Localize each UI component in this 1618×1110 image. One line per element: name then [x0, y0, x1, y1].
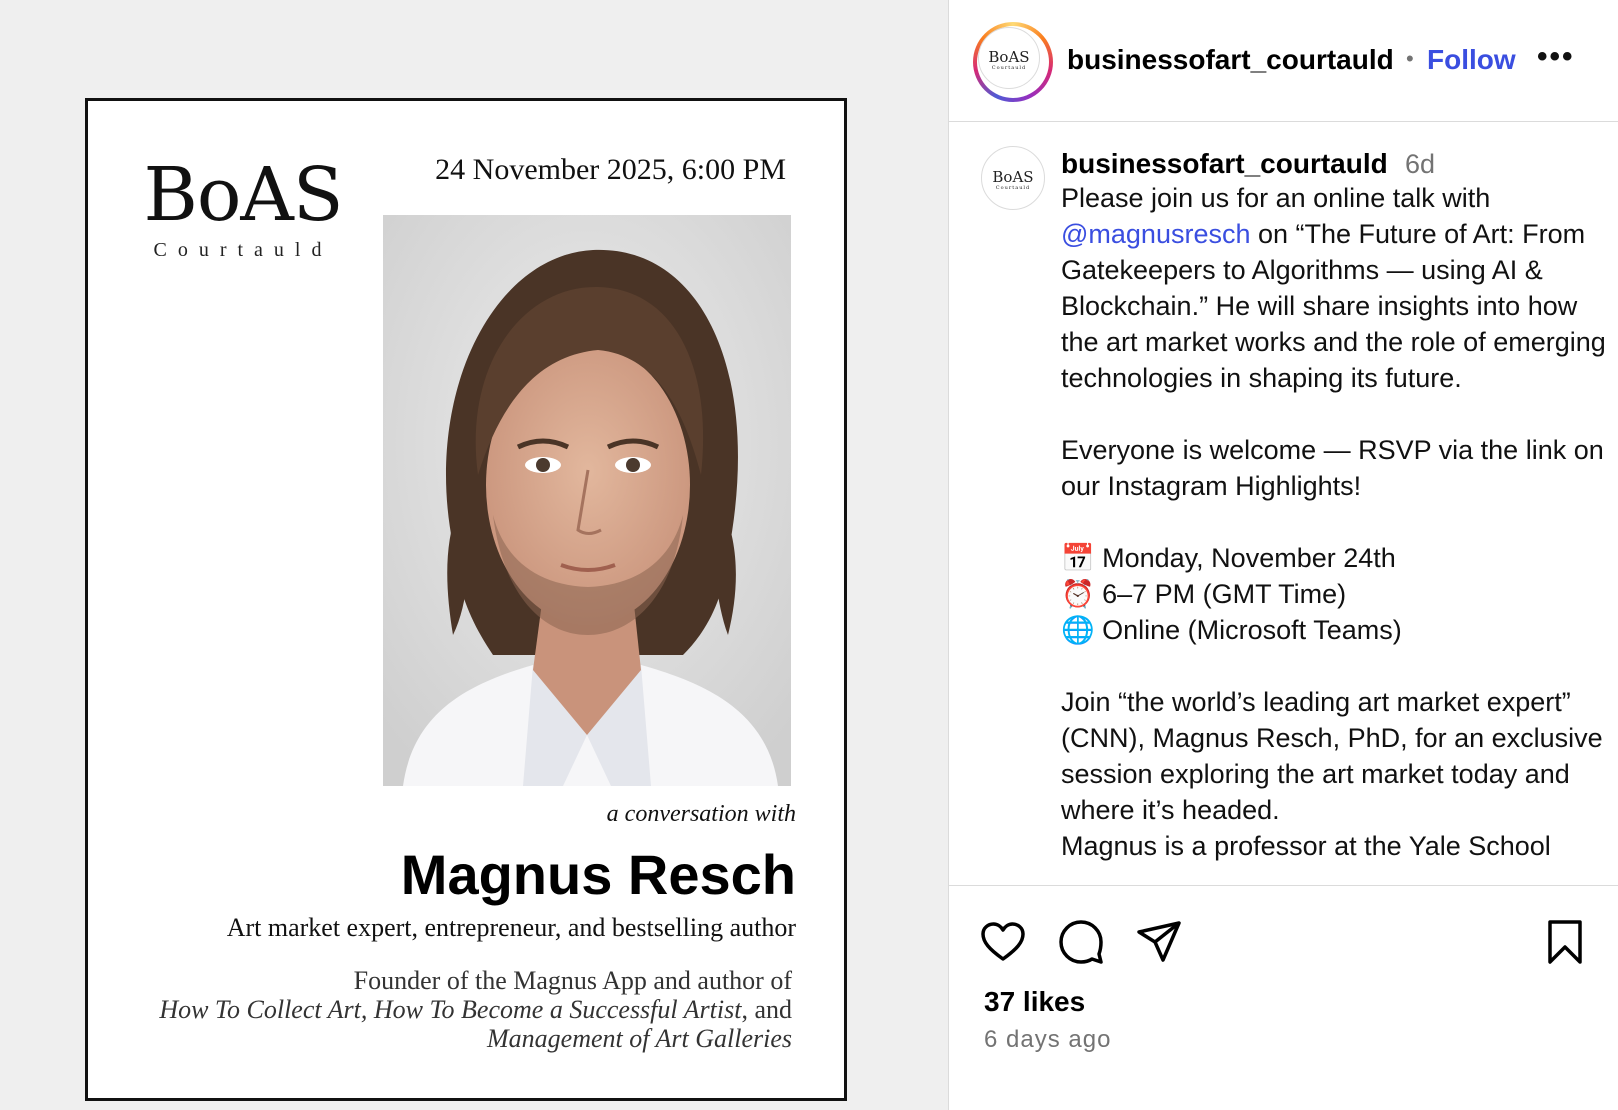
speaker-portrait	[383, 215, 791, 786]
caption-welcome: Everyone is welcome — RSVP via the link on our Instagram Highlights!	[1061, 435, 1612, 501]
caption-time-line: ⏰ 6–7 PM (GMT Time)	[1061, 579, 1347, 609]
post-side-panel	[948, 0, 1618, 1110]
caption-username[interactable]: businessofart_courtauld	[1061, 148, 1388, 179]
caption-avatar[interactable]	[981, 146, 1045, 210]
logo-main-text: BoAS	[143, 152, 343, 238]
bio-line-2	[159, 995, 792, 1024]
caption-date-line: 📅 Monday, November 24th	[1061, 543, 1396, 573]
caption-more: Magnus is a professor at the Yale School	[1061, 831, 1551, 861]
caption-intro-before: Please join us for an online talk with	[1061, 183, 1491, 213]
avatar-text: BoAS	[988, 48, 1030, 66]
caption-place-line: 🌐 Online (Microsoft Teams)	[1061, 615, 1402, 645]
caption-avatar-subtext: Courtauld	[995, 185, 1031, 191]
bio-line-3: Management of Art Galleries	[487, 1024, 792, 1053]
comment-icon[interactable]	[1057, 918, 1105, 966]
caption-join: Join “the world’s leading art market expert” (CNN), Magnus Resch, PhD, for an exclusive session exploring the art market today and where it’s headed.	[1061, 687, 1611, 825]
send-icon[interactable]	[1135, 918, 1183, 966]
avatar-subtext: Courtauld	[991, 65, 1027, 71]
caption-text	[1061, 180, 1614, 864]
event-poster[interactable]	[85, 98, 847, 1101]
speaker-name: Magnus Resch	[400, 843, 796, 906]
boas-logo	[143, 153, 343, 262]
follow-button[interactable]: Follow	[1427, 44, 1516, 75]
caption-section[interactable]	[949, 122, 1618, 886]
mention-link[interactable]: @magnusresch	[1061, 219, 1251, 249]
conversation-label: a conversation with	[606, 801, 796, 827]
caption-avatar-text: BoAS	[992, 168, 1034, 186]
more-options-icon[interactable]: •••	[1537, 40, 1575, 73]
bookmark-icon[interactable]	[1541, 918, 1589, 966]
bio-line-2-end: , and	[741, 995, 792, 1024]
story-avatar-ring[interactable]	[973, 22, 1053, 102]
post-header	[949, 0, 1618, 122]
bio-line-1: Founder of the Magnus App and author of	[353, 966, 792, 995]
likes-count[interactable]: 37 likes	[984, 986, 1086, 1017]
logo-sub-text: Courtauld	[153, 239, 333, 261]
caption-intro	[1061, 180, 1614, 396]
header-username[interactable]: businessofart_courtauld	[1067, 44, 1394, 75]
header-separator: •	[1406, 46, 1414, 71]
bio-books: How To Collect Art, How To Become a Successful Artist	[159, 995, 742, 1024]
caption-intro-after: on “The Future of Art: From Gatekeepers to Algorithms — using AI & Blockchain.” He will share insights into how the art market works and the role of emerging technologies in shaping its future.	[1061, 219, 1614, 393]
speaker-bio	[159, 966, 792, 1053]
account-avatar[interactable]	[978, 27, 1040, 89]
heart-icon[interactable]	[979, 918, 1027, 966]
poster-date: 24 November 2025, 6:00 PM	[435, 153, 786, 186]
speaker-tagline: Art market expert, entrepreneur, and bestselling author	[226, 913, 796, 942]
post-time-ago[interactable]: 6 days ago	[984, 1026, 1112, 1053]
caption-age[interactable]: 6d	[1405, 149, 1436, 179]
post-actions	[949, 886, 1618, 1110]
